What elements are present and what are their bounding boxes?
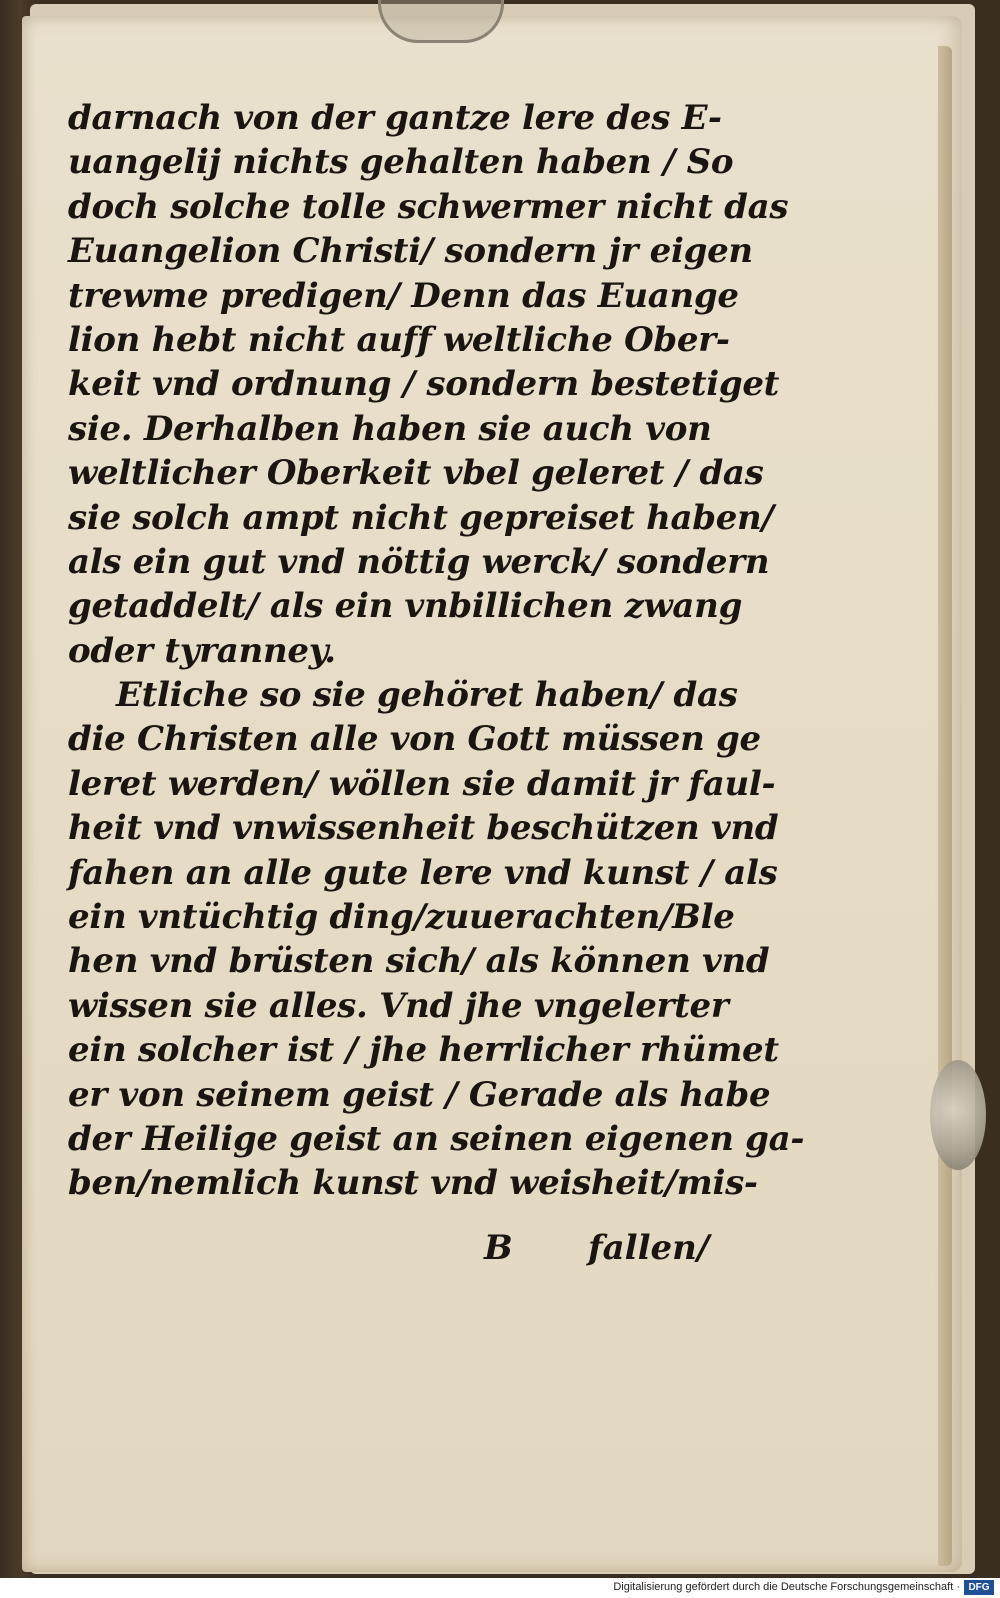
text-line: lion hebt nicht auff weltliche Ober- (68, 319, 730, 360)
text-line: er von seinem geist / Gerade als habe (68, 1074, 771, 1115)
text-line: hen vnd brüsten sich/ als können vnd (68, 941, 770, 982)
text-line: ein solcher ist / jhe herrlicher rhümet (68, 1030, 779, 1071)
text-line: keit vnd ordnung / sondern bestetiget (68, 364, 780, 405)
text-line: ben/nemlich kunst vnd weisheit/mis- (68, 1163, 758, 1204)
text-line: der Heilige geist an seinen eigenen ga- (68, 1118, 805, 1159)
text-line: oder tyranney. (68, 630, 336, 671)
text-line: leret werden/ wöllen sie damit jr faul- (68, 763, 776, 804)
top-clip-icon (378, 0, 504, 43)
catchword: fallen/ (588, 1228, 710, 1268)
text-line: fahen an alle gute lere vnd kunst / als (68, 852, 778, 893)
body-text (68, 96, 805, 1206)
side-clip-icon (930, 1060, 986, 1170)
text-line: sie. Derhalben haben sie auch von (68, 408, 712, 449)
catchline (470, 1228, 730, 1272)
text-line: die Christen alle von Gott müssen ge (68, 719, 761, 760)
text-line: sie solch ampt nicht gepreiset haben/ (68, 497, 774, 538)
text-line: uangelij nichts gehalten haben / So (68, 142, 734, 183)
text-line: ein vntüchtig ding/zuuerachten/Ble (68, 897, 735, 938)
paragraph-start-line: Etliche so sie gehöret haben/ das (116, 675, 738, 716)
text-line: trewme predigen/ Denn das Euange (68, 275, 739, 316)
text-line: Euangelion Christi/ sondern jr eigen (68, 231, 753, 272)
signature-mark: B (484, 1228, 513, 1268)
text-line: getaddelt/ als ein vnbillichen zwang (68, 586, 743, 627)
text-line: doch solche tolle schwermer nicht das (68, 186, 789, 227)
text-line: als ein gut vnd nöttig werck/ sondern (68, 541, 770, 582)
text-line: darnach von der gantze lere des E- (68, 98, 722, 138)
text-line: weltlicher Oberkeit vbel geleret / das (68, 453, 764, 494)
text-line: wissen sie alles. Vnd jhe vngelerter (68, 985, 729, 1026)
page-edge (938, 46, 952, 1566)
text-line: heit vnd vnwissenheit beschützen vnd (68, 808, 779, 849)
footer-credit: Digitalisierung gefördert durch die Deutsche Forschungsgemeinschaft · (613, 1581, 960, 1593)
dfg-logo: DFG (964, 1580, 994, 1595)
